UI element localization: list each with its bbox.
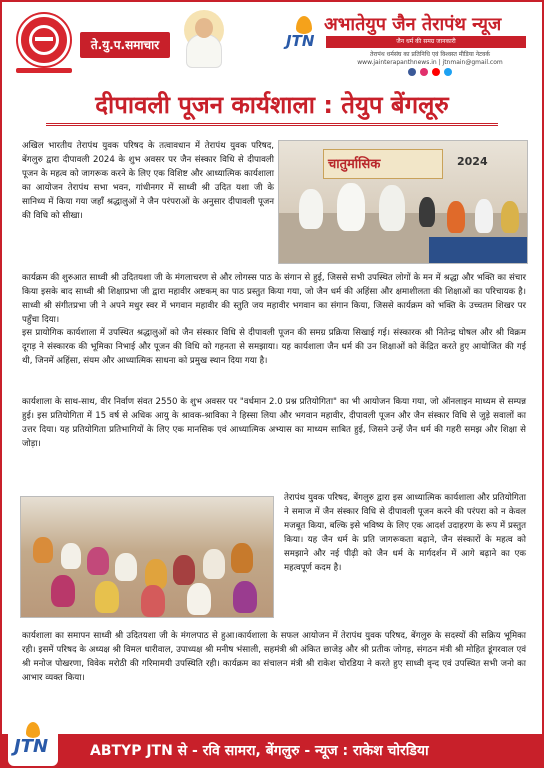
brand-url[interactable]: www.jainterapanthnews.in | jtnmain@gmail.com bbox=[357, 59, 503, 66]
logo-underline bbox=[16, 68, 72, 73]
jtn-logo-text: JTN bbox=[286, 32, 315, 50]
social-icons bbox=[390, 68, 470, 76]
paragraph-6: कार्यशाला का समापन साध्वी श्री उदितयशा जी के मंगलपाठ से हुआ।कार्यशाला के सफल आयोजन में तेरापंथ युवक परिषद, बेंगलुरु के सदस्यों की सक्रिय भूमिका रही। इसमें परिषद के अध्यक्ष श्री विमल धारीवाल, उपाध्यक्ष श्री मनीष भंसाली, सहमंत्री श्री अंकित छाजेड़ और श्री प्रतीक जोगड़, संगठन मंत्री श्री मोहित डूंगरवाल एवं श्री मनोज पोखरणा, विवेक मरोठी की गरिमामयी उपस्थिति रही। कार्यक्रम का संचालन मंत्री श्री राकेश चोरडिया ने करते हुए साध्वी वृन्द एवं उपस्थित सभी जनो का आभार व्यक्त किया। bbox=[22, 631, 526, 683]
tyup-logo-icon bbox=[18, 14, 70, 66]
photo-banner-text: चातुर्मासिक bbox=[328, 157, 381, 172]
paragraph-4: कार्यशाला के साथ-साथ, वीर निर्वाण संवत 2550 के शुभ अवसर पर "वर्धमान 2.0 प्रश्न प्रतियोगिता" का भी आयोजन किया गया, जो ऑनलाइन माध्यम से सम्पन्न हुई। इस प्रतियोगिता में 15 वर्ष से अधिक आयु के श्रावक-श्राविका ने हिस्सा लिया और भगवान महावीर, दीपावली पूजन और जैन संस्कार विधि से जुड़े सवालों का उत्तर दिया। यह प्रतियोगिता प्रतिभागियों के लिए एक मानसिक एवं आध्यात्मिक अभ्यास का माध्यम साबित हुई, जिसने उन्हें जैन धर्म की गहरी समझ और शिक्षा से जोड़ा। bbox=[22, 397, 526, 449]
jtn-logo-icon bbox=[286, 16, 322, 56]
headline: दीपावली पूजन कार्यशाला : तेयुप बेंगलूरु bbox=[95, 91, 449, 119]
paragraph-5: तेरापंथ युवक परिषद, बेंगलुरु द्वारा इस आध्यात्मिक कार्यशाला और प्रतियोगिता ने समाज में जैन संस्कार विधि से दीपावली पूजन करने की परंपरा को न केवल मजबूत किया, बल्कि इसे भविष्य के लिए एक आदर्श उदाहरण के रूप में प्रस्तुत किया। यह जैन धर्म के प्रति जागरूकता बढ़ाने, जैन संस्कारों के महत्व को समझाने और नई पीढ़ी को जैन धर्म के मार्गदर्शन में आगे बढ़ाने का एक महत्वपूर्ण कदम है। bbox=[284, 493, 526, 573]
section-tag: ते.यु.प.समाचार bbox=[80, 32, 170, 58]
paragraph-2: कार्यक्रम की शुरुआत साध्वी श्री उदितयशा जी के मंगलाचरण से और लोगस्स पाठ के संगान से हुई, जिससे सभी उपस्थित लोगों के मन में श्रद्धा और भक्ति का संचार किया इसके बाद साध्वी श्री शिक्षाप्रभा जी द्वारा महावीर अष्टकम् का पाठ प्रस्तुत किया गया, जो जैन धर्म की अहिंसा और क्षमाशीलता की शिक्षाओं का परिचायक है। साध्वी श्री संगीतप्रभा जी ने अपने मधुर स्वर में भगवान महावीर की स्तुति जय महावीर भगवान का संगान किया, जिससे कार्यक्रम को भक्ति के उच्चतम शिखर पर पहुँचा दिया। bbox=[22, 273, 526, 325]
event-photo-audience bbox=[20, 496, 274, 618]
brand-subtitle: तेरापंथ धर्मसंघ का प्रतिनिधि एवं विश्वस्त मीडिया नेटवर्क bbox=[369, 51, 490, 58]
event-photo-stage bbox=[278, 140, 528, 264]
footer-jtn-logo-icon bbox=[8, 720, 58, 766]
youtube-icon[interactable] bbox=[432, 68, 440, 76]
paragraph-3: इस प्रायोगिक कार्यशाला में उपस्थित श्रद्धालुओं को जैन संस्कार विधि से दीपावली पूजन की समग्र प्रक्रिया सिखाई गई। संस्कारक श्री नितेन्द्र घोषल और श्री विक्रम दूगड़ ने संस्कारक की भूमिका निभाई और पूजन की विधि को गहनता से समझाया। यह कार्यशाला जैन धर्म की उन शिक्षाओं को केंद्रित करते हुए आयोजित की गई थी, जिनमें अहिंसा, संयम और आध्यात्मिक साधना को प्रमुख स्थान दिया गया है। bbox=[22, 328, 526, 366]
twitter-icon[interactable] bbox=[444, 68, 452, 76]
footer-logo-text: JTN bbox=[14, 736, 49, 757]
instagram-icon[interactable] bbox=[420, 68, 428, 76]
acharya-portrait bbox=[178, 10, 230, 70]
photo-banner-year: 2024 bbox=[457, 155, 488, 168]
footer-credit: ABTYP JTN से - रवि सामरा, बेंगलुरु - न्यूज : राकेश चोरडिया bbox=[90, 743, 429, 759]
photo-banner bbox=[323, 149, 443, 179]
masthead bbox=[2, 2, 542, 80]
paragraph-1: अखिल भारतीय तेरापंथ युवक परिषद के तत्वावधान में तेरापंथ युवक परिषद, बेंगलुरु द्वारा दीपावली 2024 के शुभ अवसर पर जैन संस्कार विधि से दीपावली पूजन के महत्व को जागरूक करने के लिए एक विशिष्ट और आध्यात्मिक कार्यशाला का आयोजन तेरापंथ सभा भवन, गांधीनगर में साध्वी श्री उदित यशा जी के सानिध्य में किया गया जहाँ श्रद्धालुओं ने जैन परंपराओं के अनुसार दीपावली पूजन की विधि को सीखा। bbox=[22, 141, 274, 221]
brand-title: अभातेयुप जैन तेरापंथ न्यूज bbox=[324, 14, 502, 35]
facebook-icon[interactable] bbox=[408, 68, 416, 76]
headline-block bbox=[46, 90, 498, 126]
brand-tagline: जैन धर्म की समग्र जानकारी bbox=[326, 36, 526, 48]
